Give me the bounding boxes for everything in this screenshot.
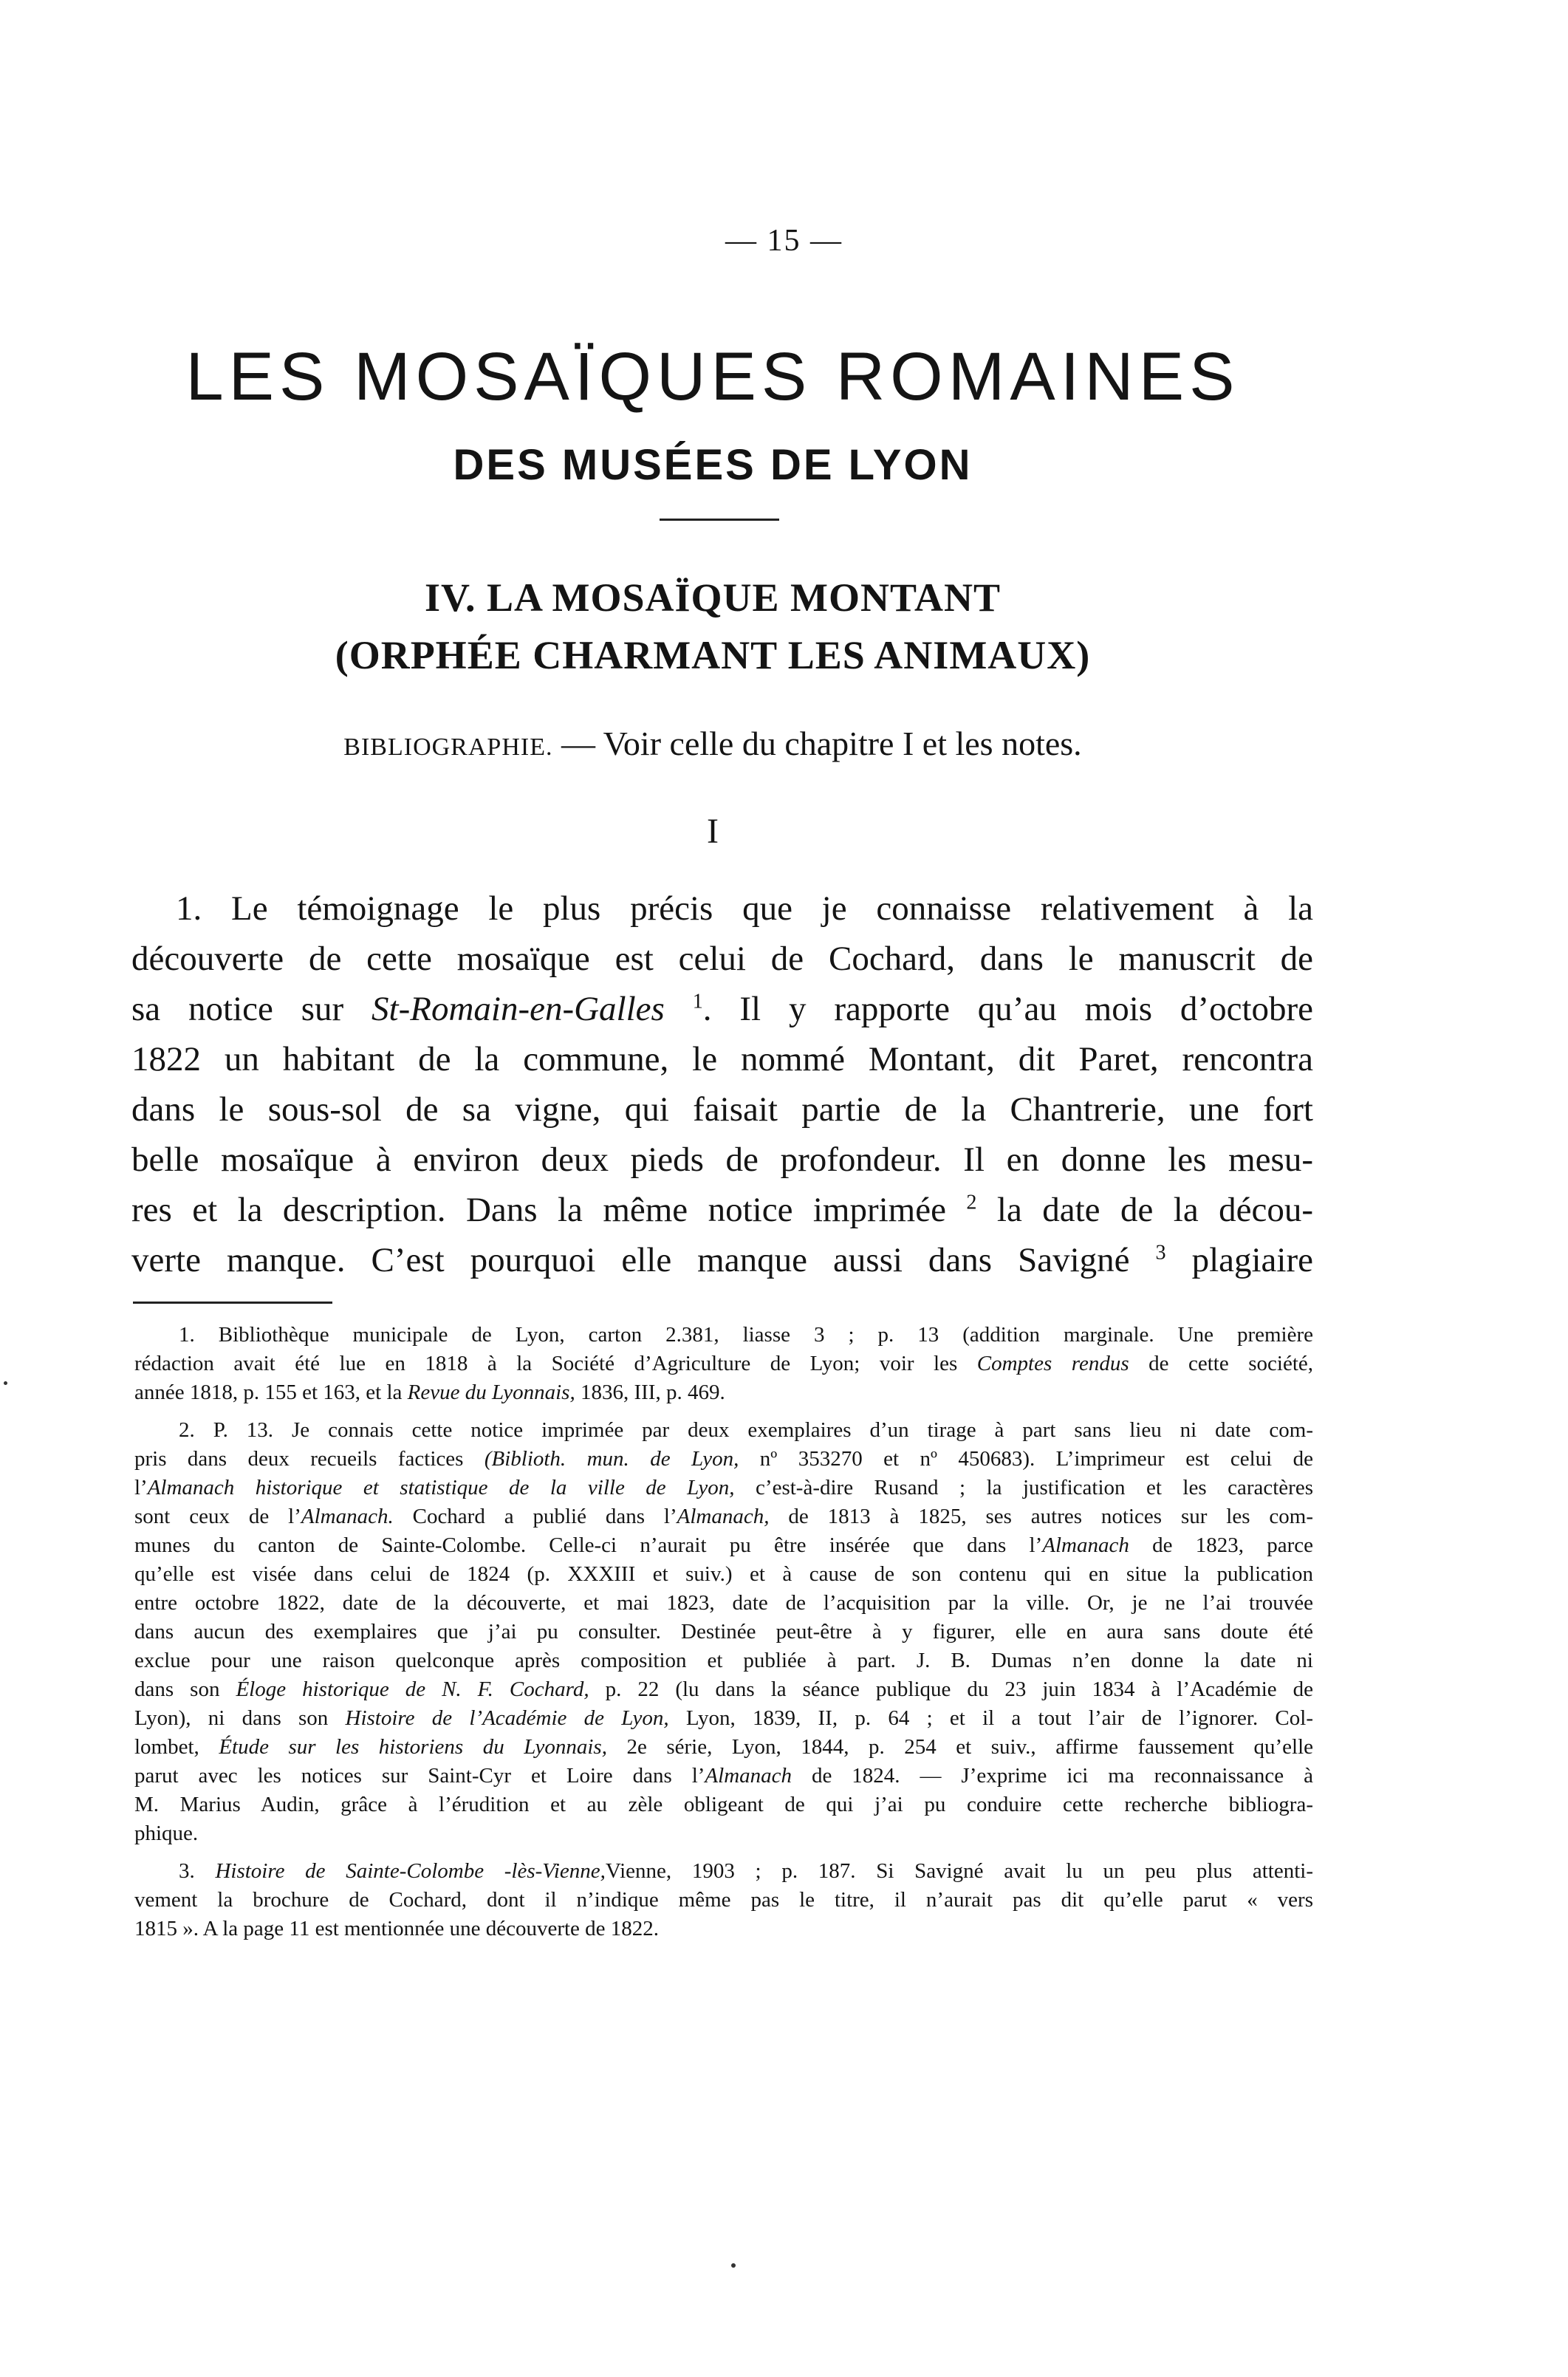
footnote-ref: 3	[1155, 1241, 1166, 1265]
footnote-2-line: lombet, Étude sur les historiens du Lyonnais, 2e série, Lyon, 1844, p. 254 et suiv., affirme faussement qu’elle	[134, 1735, 1313, 1759]
footnote-2-line: dans son Éloge historique de N. F. Cochard, p. 22 (lu dans la séance publique du 23 juin 1834 à l’Académie de	[134, 1677, 1313, 1701]
subtitle: DES MUSÉES DE LYON	[453, 441, 973, 489]
footnote-1-line: 1. Bibliothèque municipale de Lyon, carton 2.381, liasse 3 ; p. 13 (addition marginale. Une première	[179, 1323, 1313, 1347]
bibliography-line	[0, 724, 1425, 763]
footnote-ref: 1	[692, 990, 703, 1013]
title-rule	[660, 519, 779, 521]
body-line: res et la description. Dans la même notice imprimée $^2$ la date de la décou-	[131, 1191, 1313, 1229]
footnote-2-line: Lyon), ni dans son Histoire de l’Académie de Lyon, Lyon, 1839, II, p. 64 ; et il a tout l’air de l’ignorer. Col-	[134, 1706, 1313, 1730]
footnote-3-line: 3. Histoire de Sainte-Colombe -lès-Vienne,Vienne, 1903 ; p. 187. Si Savigné avait lu un peu plus attenti-	[179, 1859, 1313, 1883]
footnote-3-line: vement la brochure de Cochard, dont il n’indique même pas le titre, il n’aurait pas dit qu’elle parut « vers	[134, 1888, 1313, 1912]
chapter-title-line2: (ORPHÉE CHARMANT LES ANIMAUX)	[335, 633, 1091, 677]
body-line: découverte de cette mosaïque est celui de Cochard, dans le manuscrit de	[131, 940, 1313, 978]
footnote-3-line: 1815 ». A la page 11 est mentionnée une découverte de 1822.	[134, 1917, 660, 1940]
footnote-2-line: munes du canton de Sainte-Colombe. Celle-ci n’aurait pu être insérée que dans l’Almanach de 1823, parce	[134, 1533, 1313, 1557]
footnote-1-line: rédaction avait été lue en 1818 à la Société d’Agriculture de Lyon; voir les Comptes rendus de cette société,	[134, 1352, 1313, 1375]
chapter-title	[0, 569, 1425, 684]
footnote-ref: 2	[966, 1191, 977, 1214]
footnote-2-line: parut avec les notices sur Saint-Cyr et Loire dans l’Almanach de 1824. — J’exprime ici ma reconnaissance à	[134, 1764, 1313, 1788]
body-paragraph	[131, 883, 1313, 1285]
bibliography-text: — Voir celle du chapitre I et les notes.	[552, 725, 1082, 762]
footnote-rule	[133, 1302, 332, 1304]
footnote-2-line: l’Almanach historique et statistique de la ville de Lyon, c’est-à-dire Rusand ; la justification et les caractères	[134, 1476, 1313, 1499]
body-line: verte manque. C’est pourquoi elle manque aussi dans Savigné $^3$ plagiaire	[131, 1241, 1313, 1279]
body-line: sa notice sur St-Romain-en-Galles $^1$. Il y rapporte qu’au mois d’octobre	[131, 990, 1314, 1028]
footnote-2-line: sont ceux de l’Almanach. Cochard a publié dans l’Almanach, de 1813 à 1825, ses autres notices sur les com-	[134, 1505, 1313, 1528]
body-line: 1. Le témoignage le plus précis que je connaisse relativement à la	[176, 889, 1313, 928]
footnote-2-line: qu’elle est visée dans celui de 1824 (p. XXXIII et suiv.) et à cause de son contenu qui en situe la publication	[134, 1562, 1313, 1586]
footnote-2-line: dans aucun des exemplaires que j’ai pu consulter. Destinée peut-être à y figurer, elle en aura sans doute été	[134, 1620, 1313, 1644]
bibliography-label: BIBLIOGRAPHIE.	[343, 733, 553, 761]
footnote-2-line: entre octobre 1822, date de la découverte, et mai 1823, date de l’acquisition par la ville. Or, je ne l’ai trouvée	[134, 1591, 1313, 1615]
footnote-1-line: année 1818, p. 155 et 163, et la Revue du Lyonnais, 1836, III, p. 469.	[134, 1381, 725, 1404]
section-numeral: I	[707, 812, 719, 851]
footnote-2-line: pris dans deux recueils factices (Biblioth. mun. de Lyon, nº 353270 et nº 450683). L’imprimeur est celui de	[134, 1447, 1313, 1471]
body-line: belle mosaïque à environ deux pieds de profondeur. Il en donne les mesu-	[131, 1140, 1313, 1179]
footnotes	[134, 1321, 1313, 1943]
body-line: dans le sous-sol de sa vigne, qui faisait partie de la Chantrerie, une fort	[131, 1090, 1313, 1129]
footnote-2-line: M. Marius Audin, grâce à l’érudition et au zèle obligeant de qui j’ai pu conduire cette recherche bibliogra-	[134, 1793, 1313, 1816]
place-name-italic: St-Romain-en-Galles	[372, 990, 665, 1028]
stray-mark	[4, 1381, 7, 1385]
stray-mark	[731, 2263, 736, 2268]
page-number: — 15 —	[725, 224, 843, 258]
footnote-2-line: 2. P. 13. Je connais cette notice imprimée par deux exemplaires d’un tirage à part sans lieu ni date com-	[179, 1418, 1313, 1442]
main-title: LES MOSAÏQUES ROMAINES	[185, 339, 1240, 414]
chapter-title-line1: IV. LA MOSAÏQUE MONTANT	[424, 575, 1002, 620]
footnote-2-line: exclue pour une raison quelconque après composition et publiée à part. J. B. Dumas n’en donne la date ni	[134, 1649, 1313, 1672]
body-line: 1822 un habitant de la commune, le nommé Montant, dit Paret, rencontra	[131, 1040, 1313, 1078]
footnote-2-line: phique.	[134, 1822, 199, 1845]
